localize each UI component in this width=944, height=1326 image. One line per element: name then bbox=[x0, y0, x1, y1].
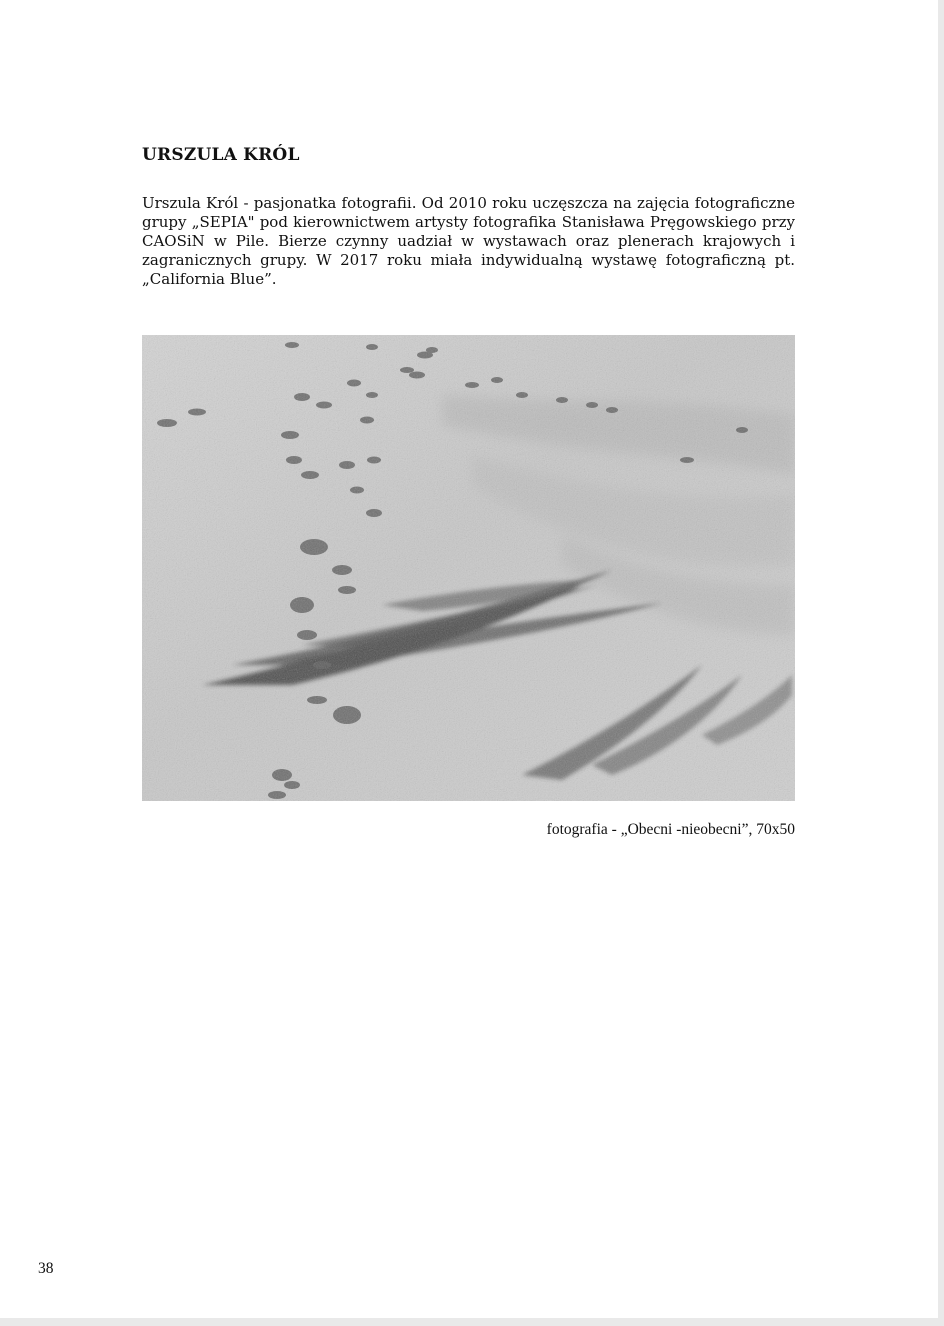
author-biography: Urszula Król - pasjonatka fotografii. Od 2010 roku uczęszcza na zajęcia fotograficzne grupy „SEPIA" pod kierownictwem artysty fotografika Stanisława Pręgowskiego przy CAOSiN w Pile. Bierze czynny uadział w wystawach oraz plenerach krajowych i zagranicznych grupy. W 2017 roku miała indywidualną wystawę fotograficzną pt. „California Blue”. bbox=[142, 194, 795, 288]
page-number: 38 bbox=[38, 1260, 54, 1277]
sand-footprints-image bbox=[142, 335, 795, 801]
artwork-photograph bbox=[142, 335, 795, 801]
artwork-caption: fotografia - „Obecni -nieobecni”, 70x50 bbox=[546, 821, 795, 838]
author-name-heading: URSZULA KRÓL bbox=[142, 145, 300, 165]
